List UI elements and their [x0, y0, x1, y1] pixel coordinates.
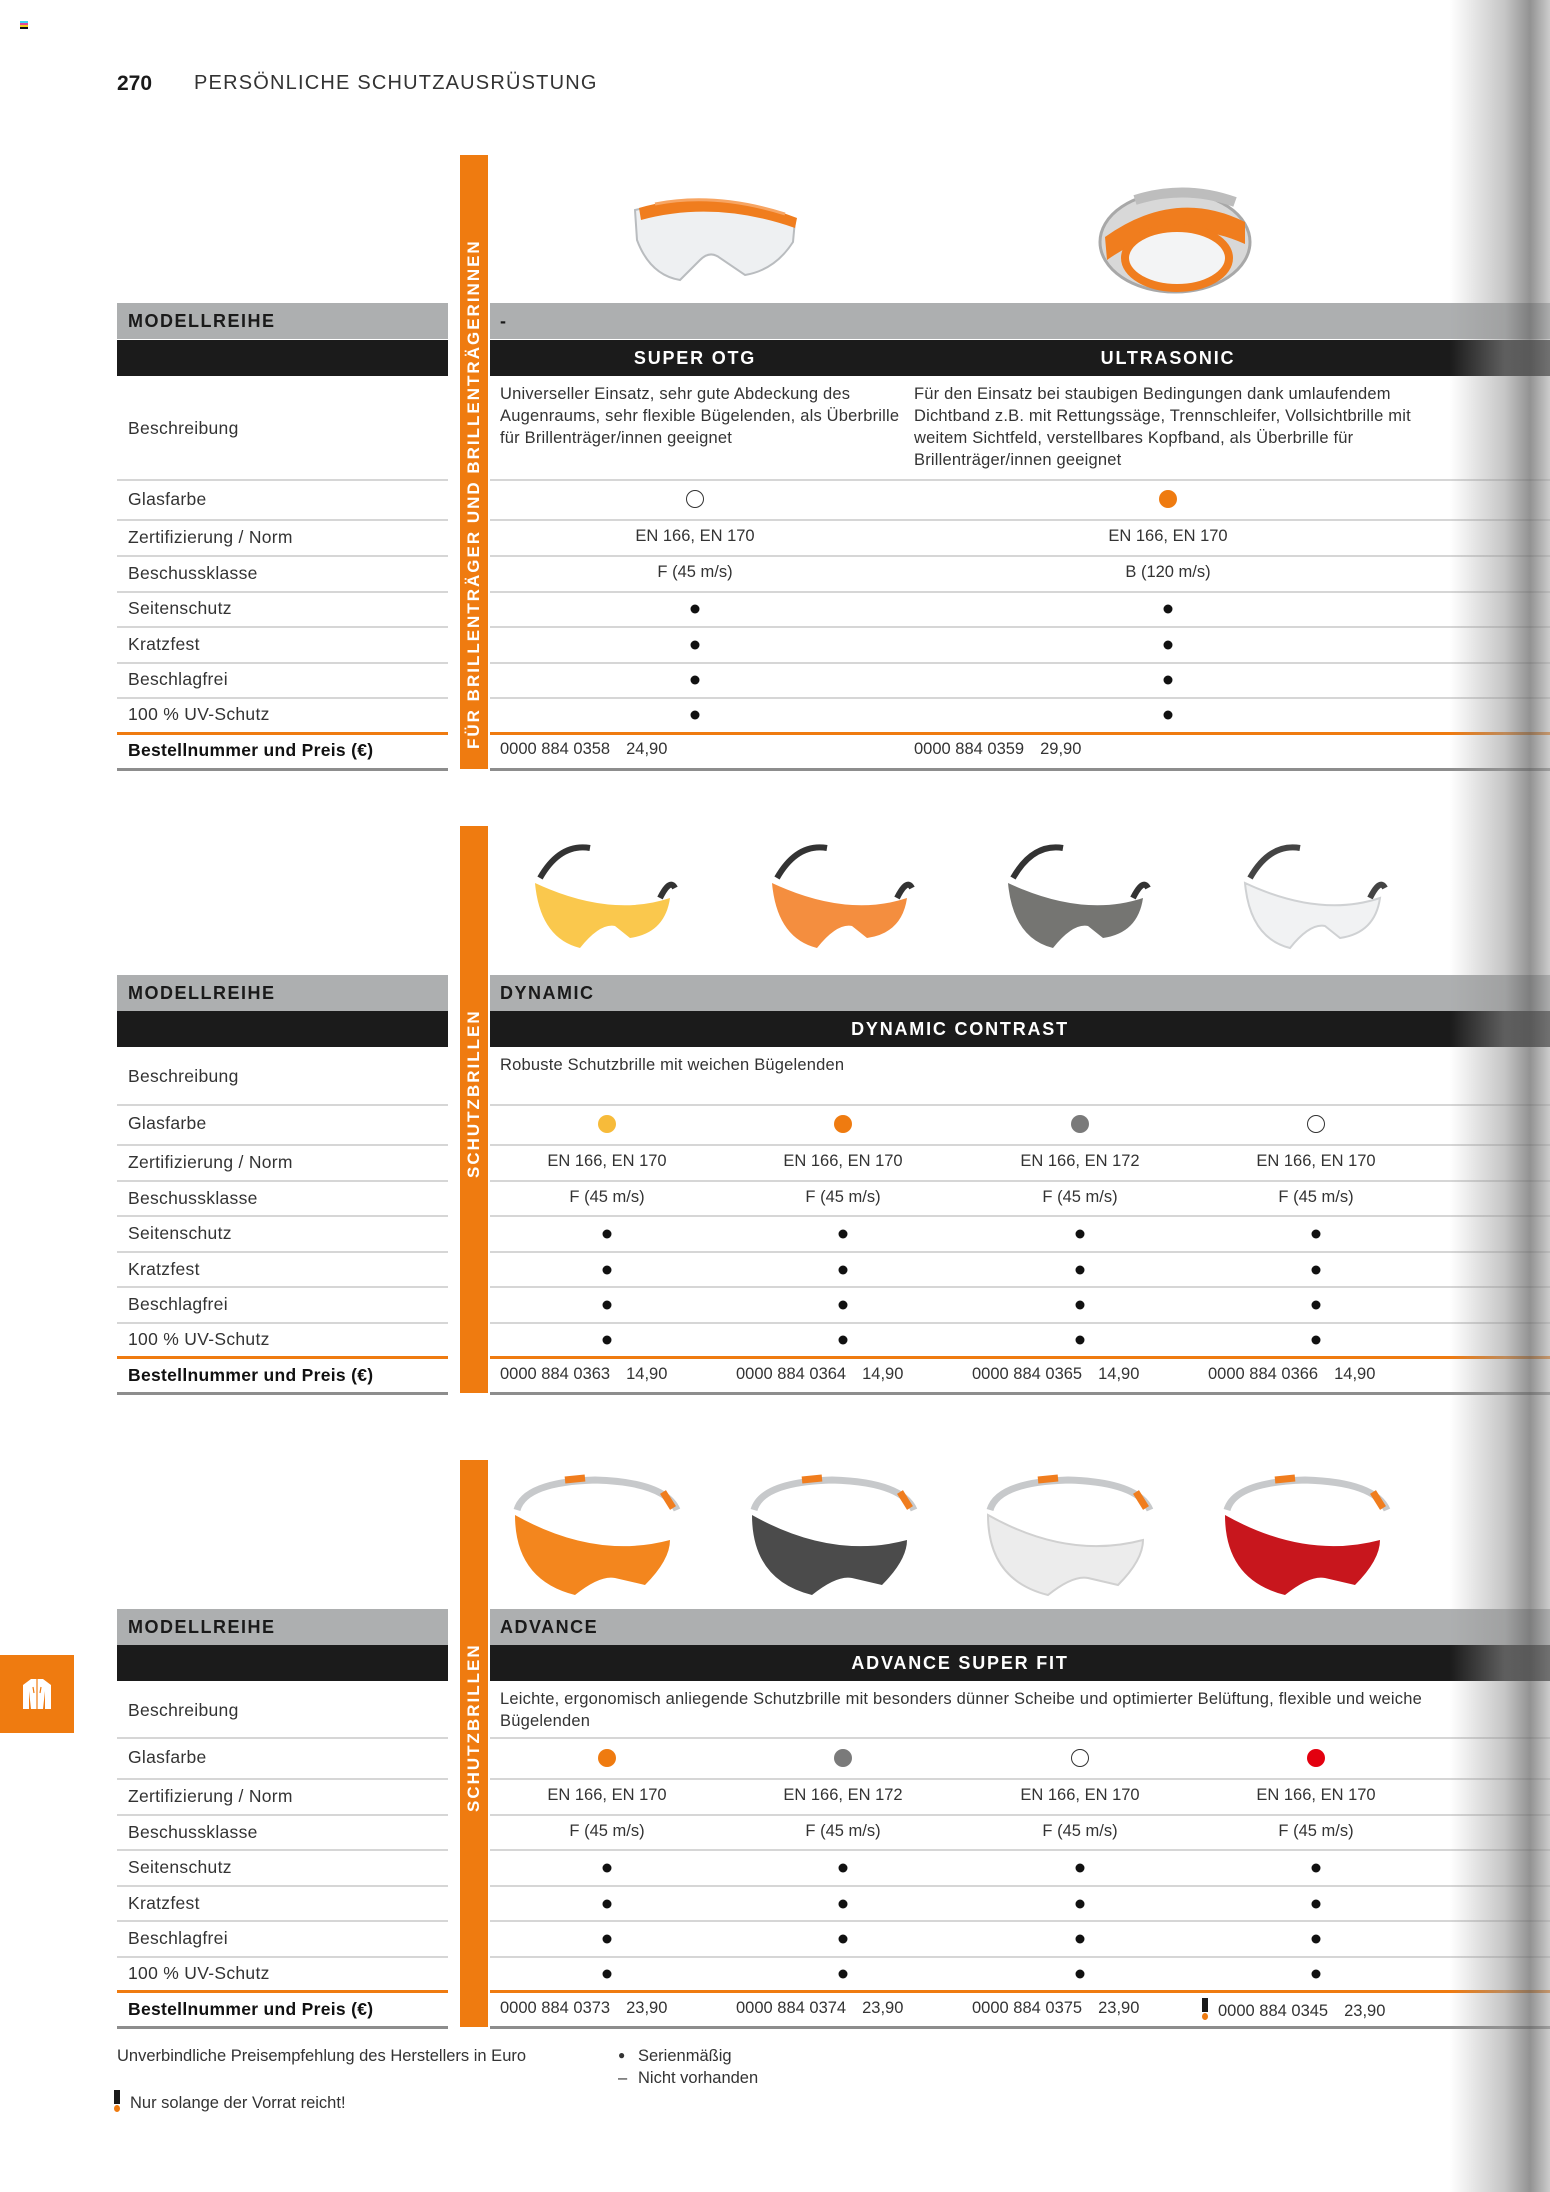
class-value: F (45 m/s) — [1042, 1822, 1118, 1840]
kratzfest-bullet — [1164, 641, 1173, 650]
model-group-name: DYNAMIC CONTRAST — [851, 1019, 1069, 1039]
seitenschutz-bullet — [603, 1230, 612, 1239]
class-value: F (45 m/s) — [657, 563, 733, 581]
beschlagfrei-bullet — [1076, 1301, 1085, 1310]
bullet-icon: ● — [618, 2048, 626, 2062]
divider — [490, 1814, 1550, 1816]
beschreibung-label: Beschreibung — [128, 1066, 239, 1086]
divider — [490, 1251, 1550, 1253]
divider — [117, 1920, 448, 1922]
table-bottom-line — [117, 1392, 448, 1395]
chapter-tab-clothing[interactable] — [0, 1655, 74, 1733]
beschussklasse-label: Beschussklasse — [128, 563, 258, 583]
uv-bullet — [1076, 1336, 1085, 1345]
order-item — [1208, 1365, 1375, 1384]
beschlagfrei-bullet — [1164, 676, 1173, 685]
price: 14,90 — [626, 1365, 668, 1383]
order-item — [972, 1999, 1139, 2018]
limited-stock-icon — [114, 2090, 120, 2112]
beschlagfrei-bullet — [839, 1935, 848, 1944]
seitenschutz-bullet — [1312, 1230, 1321, 1239]
seitenschutz-bullet — [839, 1230, 848, 1239]
divider — [117, 1778, 448, 1780]
order-super-otg — [500, 740, 667, 759]
divider — [490, 1180, 1550, 1182]
kratzfest-bullet — [691, 641, 700, 650]
divider — [117, 1104, 448, 1106]
divider — [490, 1286, 1550, 1288]
kratzfest-bullet — [1312, 1900, 1321, 1909]
divider — [117, 1180, 448, 1182]
seitenschutz-bullet — [691, 605, 700, 614]
class-value: F (45 m/s) — [1278, 1188, 1354, 1206]
orange-divider — [490, 1356, 1550, 1359]
zertifizierung-label: Zertifizierung / Norm — [128, 527, 293, 547]
jacket-icon — [21, 1677, 53, 1711]
uv-bullet — [839, 1336, 848, 1345]
beschlagfrei-label: Beschlagfrei — [128, 1928, 228, 1948]
order-item — [972, 1365, 1139, 1384]
kratzfest-bullet — [603, 1266, 612, 1275]
stock-note-text: Nur solange der Vorrat reicht! — [130, 2094, 346, 2112]
description: Robuste Schutzbrille mit weichen Bügelenden — [500, 1056, 845, 1074]
order-item — [500, 1365, 667, 1384]
divider — [117, 1322, 448, 1324]
legend-label: Nicht vorhanden — [638, 2069, 759, 2087]
order-item — [500, 1999, 667, 2018]
table-bottom-line — [117, 2026, 448, 2029]
seitenschutz-bullet — [1312, 1864, 1321, 1873]
beschlagfrei-label: Beschlagfrei — [128, 669, 228, 689]
norm-value: EN 166, EN 172 — [1020, 1152, 1140, 1170]
beschlagfrei-bullet — [839, 1301, 848, 1310]
beschussklasse-label: Beschussklasse — [128, 1822, 258, 1842]
divider — [490, 479, 1550, 481]
glass-color-swatch — [1307, 1749, 1325, 1767]
bestellnummer-label: Bestellnummer und Preis (€) — [128, 1999, 374, 2019]
class-value: F (45 m/s) — [1278, 1822, 1354, 1840]
beschlagfrei-bullet — [1312, 1935, 1321, 1944]
kratzfest-bullet — [603, 1900, 612, 1909]
orange-divider — [117, 732, 448, 735]
uv-bullet — [691, 711, 700, 720]
uv-bullet — [603, 1970, 612, 1979]
zertifizierung-label: Zertifizierung / Norm — [128, 1786, 293, 1806]
order-number: 0000 884 0364 — [736, 1365, 847, 1383]
table-bottom-line — [490, 768, 1550, 771]
uv-bullet — [1076, 1970, 1085, 1979]
order-number: 0000 884 0345 — [1218, 2002, 1329, 2020]
kratzfest-bullet — [1076, 1900, 1085, 1909]
order-number: 0000 884 0363 — [500, 1365, 611, 1383]
orange-divider — [117, 1990, 448, 1993]
price-note: Unverbindliche Preisempfehlung des Herstellers in Euro — [117, 2047, 527, 2065]
category-bar — [460, 1460, 488, 2027]
divider — [490, 1737, 1550, 1739]
divider — [117, 697, 448, 699]
description: Leichte, ergonomisch anliegende Schutzbrille mit besonders dünner Scheibe und optimierter Belüftung, flexible und weiche Bügelenden — [500, 1690, 1422, 1730]
divider — [490, 1885, 1550, 1887]
dynamic-orange-image — [757, 838, 927, 958]
uv-bullet — [1164, 711, 1173, 720]
uv-bullet — [1312, 1970, 1321, 1979]
dynamic-clear-image — [1230, 838, 1400, 958]
seitenschutz-label: Seitenschutz — [128, 1857, 232, 1877]
kratzfest-bullet — [839, 1900, 848, 1909]
beschreibung-label: Beschreibung — [128, 418, 239, 438]
legend-nicht-vorhanden — [618, 2069, 758, 2088]
seitenschutz-bullet — [839, 1864, 848, 1873]
divider — [117, 626, 448, 628]
uv-bullet — [839, 1970, 848, 1979]
price: 14,90 — [1098, 1365, 1140, 1383]
dash-icon: – — [618, 2069, 628, 2087]
norm-value: EN 166, EN 170 — [1256, 1152, 1376, 1170]
seitenschutz-label: Seitenschutz — [128, 598, 232, 618]
series-row-data — [490, 975, 1550, 1011]
norm-value: EN 166, EN 170 — [783, 1152, 903, 1170]
beschlagfrei-bullet — [603, 1301, 612, 1310]
order-number: 0000 884 0375 — [972, 1999, 1083, 2017]
divider — [490, 1144, 1550, 1146]
advance-gray-image — [742, 1470, 922, 1600]
page-title: PERSÖNLICHE SCHUTZAUSRÜSTUNG — [194, 72, 598, 94]
divider — [490, 1322, 1550, 1324]
model-row — [117, 340, 448, 376]
kratzfest-label: Kratzfest — [128, 1893, 200, 1913]
divider — [117, 591, 448, 593]
seitenschutz-bullet — [603, 1864, 612, 1873]
glass-color-swatch — [1159, 490, 1177, 508]
norm-value: EN 166, EN 170 — [547, 1786, 667, 1804]
divider — [490, 591, 1550, 593]
divider — [117, 1849, 448, 1851]
order-item — [736, 1999, 903, 2018]
seitenschutz-bullet — [1076, 1230, 1085, 1239]
divider — [117, 662, 448, 664]
beschreibung-label: Beschreibung — [128, 1700, 239, 1720]
divider — [117, 1814, 448, 1816]
price: 23,90 — [1098, 1999, 1140, 2017]
price: 23,90 — [1344, 2002, 1386, 2020]
limited-stock-icon — [1202, 1998, 1208, 2020]
category-label: SCHUTZBRILLEN — [464, 1009, 483, 1178]
divider — [117, 479, 448, 481]
norm-value: EN 166, EN 170 — [1020, 1786, 1140, 1804]
model-name-super-otg: SUPER OTG — [633, 348, 757, 368]
legend-label: Serienmäßig — [638, 2047, 732, 2065]
series-name: ADVANCE — [500, 1617, 599, 1637]
seitenschutz-label: Seitenschutz — [128, 1223, 232, 1243]
legend-serienmaessig — [618, 2047, 732, 2066]
glass-color-swatch — [834, 1115, 852, 1133]
price: 14,90 — [862, 1365, 904, 1383]
beschlagfrei-bullet — [691, 676, 700, 685]
beschlagfrei-bullet — [1076, 1935, 1085, 1944]
modellreihe-label: MODELLREIHE — [128, 311, 276, 331]
modellreihe-label: MODELLREIHE — [128, 983, 276, 1003]
order-number: 0000 884 0374 — [736, 1999, 847, 2017]
divider — [117, 1144, 448, 1146]
divider — [490, 1215, 1550, 1217]
class-value: F (45 m/s) — [1042, 1188, 1118, 1206]
order-number: 0000 884 0365 — [972, 1365, 1083, 1383]
norm-value: EN 166, EN 172 — [783, 1786, 903, 1804]
uv-bullet — [1312, 1336, 1321, 1345]
advance-orange-image — [505, 1470, 685, 1600]
divider — [117, 1956, 448, 1958]
class-value: F (45 m/s) — [805, 1822, 881, 1840]
divider — [490, 1956, 1550, 1958]
glass-color-swatch — [598, 1749, 616, 1767]
dynamic-yellow-image — [520, 838, 690, 958]
uv-bullet — [603, 1336, 612, 1345]
glass-color-swatch — [598, 1115, 616, 1133]
price: 29,90 — [1040, 740, 1082, 758]
glass-color-swatch — [686, 490, 704, 508]
seitenschutz-bullet — [1076, 1864, 1085, 1873]
model-row — [117, 1011, 448, 1047]
divider — [117, 1215, 448, 1217]
series-name: - — [500, 311, 508, 331]
description-super-otg: Universeller Einsatz, sehr gute Abdeckung des Augenraums, sehr flexible Bügelenden, als Überbrille für Brillenträger/innen geeignet — [500, 385, 900, 447]
order-number: 0000 884 0359 — [914, 740, 1025, 758]
kratzfest-label: Kratzfest — [128, 634, 200, 654]
modellreihe-label: MODELLREIHE — [128, 1617, 276, 1637]
uv-schutz-label: 100 % UV-Schutz — [128, 704, 270, 724]
table-bottom-line — [117, 768, 448, 771]
bestellnummer-label: Bestellnummer und Preis (€) — [128, 1365, 374, 1385]
series-row-data — [490, 303, 1550, 339]
model-name-ultrasonic: ULTRASONIC — [1100, 348, 1236, 368]
divider — [117, 555, 448, 557]
class-value: F (45 m/s) — [569, 1188, 645, 1206]
kratzfest-bullet — [1076, 1266, 1085, 1275]
divider — [490, 555, 1550, 557]
order-number: 0000 884 0358 — [500, 740, 611, 758]
advance-red-image — [1215, 1470, 1395, 1600]
divider — [117, 1251, 448, 1253]
table-bottom-line — [490, 2026, 1550, 2029]
divider — [490, 1778, 1550, 1780]
price: 24,90 — [626, 740, 668, 758]
orange-divider — [490, 732, 1550, 735]
divider — [117, 1286, 448, 1288]
norm-value: EN 166, EN 170 — [547, 1152, 667, 1170]
order-item — [736, 1365, 903, 1384]
page-number: 270 — [117, 72, 153, 95]
print-color-mark — [20, 21, 28, 29]
divider — [117, 1885, 448, 1887]
model-group-name: ADVANCE SUPER FIT — [851, 1653, 1069, 1673]
norm-value: EN 166, EN 170 — [1108, 527, 1228, 545]
divider — [490, 519, 1550, 521]
glass-color-swatch — [1307, 1115, 1325, 1133]
order-number: 0000 884 0373 — [500, 1999, 611, 2017]
norm-value: EN 166, EN 170 — [635, 527, 755, 545]
glasfarbe-label: Glasfarbe — [128, 489, 207, 509]
price: 23,90 — [626, 1999, 668, 2017]
glasfarbe-label: Glasfarbe — [128, 1113, 207, 1133]
zertifizierung-label: Zertifizierung / Norm — [128, 1152, 293, 1172]
super-otg-image — [625, 180, 805, 290]
order-ultrasonic — [914, 740, 1081, 759]
model-row — [117, 1645, 448, 1681]
price: 14,90 — [1334, 1365, 1376, 1383]
kratzfest-bullet — [1312, 1266, 1321, 1275]
divider — [117, 1737, 448, 1739]
glass-color-swatch — [1071, 1749, 1089, 1767]
uv-schutz-label: 100 % UV-Schutz — [128, 1329, 270, 1349]
beschlagfrei-bullet — [1312, 1301, 1321, 1310]
divider — [490, 1104, 1550, 1106]
uv-schutz-label: 100 % UV-Schutz — [128, 1963, 270, 1983]
class-value: F (45 m/s) — [569, 1822, 645, 1840]
ultrasonic-image — [1095, 182, 1255, 302]
description-ultrasonic: Für den Einsatz bei staubigen Bedingungen dank umlaufendem Dichtband z.B. mit Rettungssäge, Trennschleifer, Vollsichtbrille mit weitem Sichtfeld, verstellbares Kopfband, als Überbrille für Brillenträger/innen geeignet — [914, 385, 1411, 469]
stock-note — [114, 2090, 346, 2113]
orange-divider — [117, 1356, 448, 1359]
dynamic-gray-image — [993, 838, 1163, 958]
class-value: B (120 m/s) — [1125, 563, 1211, 581]
class-value: F (45 m/s) — [805, 1188, 881, 1206]
norm-value: EN 166, EN 170 — [1256, 1786, 1376, 1804]
bestellnummer-label: Bestellnummer und Preis (€) — [128, 740, 374, 760]
seitenschutz-bullet — [1164, 605, 1173, 614]
series-row-data — [490, 1609, 1550, 1645]
beschlagfrei-bullet — [603, 1935, 612, 1944]
table-bottom-line — [490, 1392, 1550, 1395]
divider — [490, 662, 1550, 664]
category-bar — [460, 826, 488, 1393]
order-number: 0000 884 0366 — [1208, 1365, 1319, 1383]
glass-color-swatch — [834, 1749, 852, 1767]
divider — [117, 519, 448, 521]
price: 23,90 — [862, 1999, 904, 2017]
kratzfest-label: Kratzfest — [128, 1259, 200, 1279]
divider — [490, 1920, 1550, 1922]
order-item — [1202, 1998, 1385, 2021]
beschussklasse-label: Beschussklasse — [128, 1188, 258, 1208]
glass-color-swatch — [1071, 1115, 1089, 1133]
beschlagfrei-label: Beschlagfrei — [128, 1294, 228, 1314]
kratzfest-bullet — [839, 1266, 848, 1275]
divider — [490, 626, 1550, 628]
glasfarbe-label: Glasfarbe — [128, 1747, 207, 1767]
orange-divider — [490, 1990, 1550, 1993]
category-bar — [460, 155, 488, 769]
divider — [490, 697, 1550, 699]
advance-clear-image — [978, 1470, 1158, 1600]
category-label: FÜR BRILLENTRÄGER UND BRILLENTRÄGERINNEN — [464, 239, 483, 749]
series-name: DYNAMIC — [500, 983, 595, 1003]
category-label: SCHUTZBRILLEN — [464, 1643, 483, 1812]
divider — [490, 1849, 1550, 1851]
